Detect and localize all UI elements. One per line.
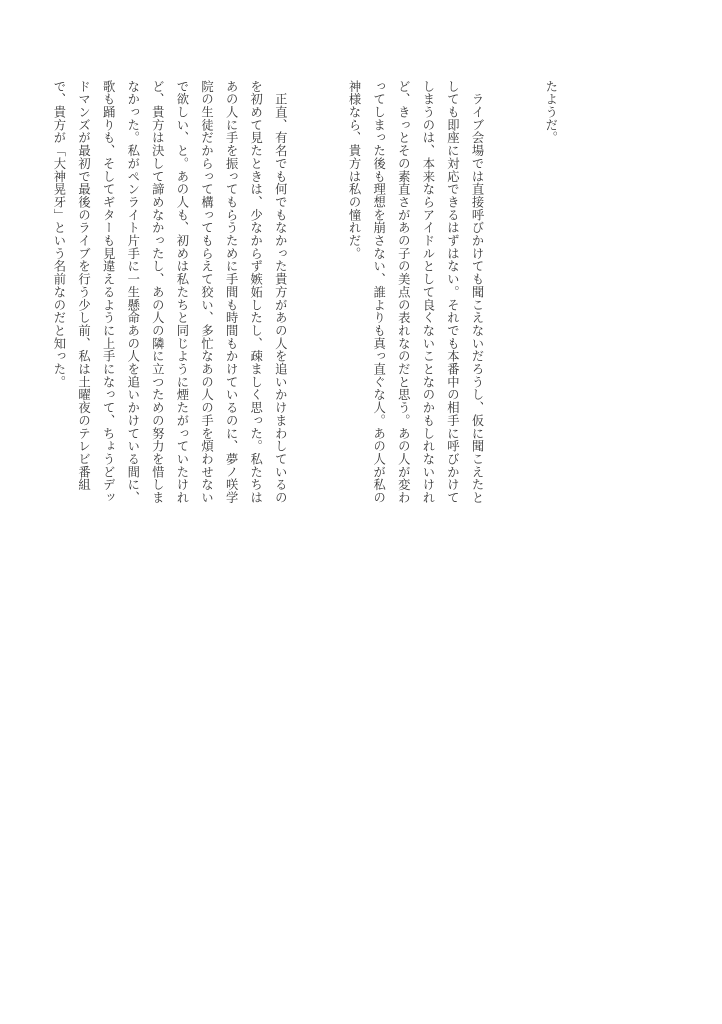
paragraph-2: ライブ会場では直接呼びかけても聞こえないだろうし、仮に聞こえたとしても即座に対応できるはずはない。それでも本番中の相手に呼びかけてしまうのは、本来ならアイドルとして良くないことなのかもしれないけれど、きっとその素直さがあの子の美点の表れなのだと思う。あの人が変わってしまった後も理想を崩さない、誰よりも真っ直ぐな人。あの人が私の神様なら、貴方は私の憧れだ。	[347, 80, 485, 505]
paragraph-3: 正直、有名でも何でもなかった貴方があの人を追いかけまわしているのを初めて見たときは、少なからず嫉妬したし、疎ましく思った。私たちはあの人に手を振ってもらうために手間も時間もかけているのに、夢ノ咲学院の生徒だからって構ってもらえて狡い、多忙なあの人の手を煩わせないで欲しい、と。あの人も、初めは私たちと同じように煙たがっていたけれど、貴方は決して諦めなかったし、あの人の隣に立つための努力を惜しまなかった。私がペンライト片手に一生懸命あの人を追いかけている間に、歌も踊りも、そしてギターも見違えるように上手になって、ちょうどデッドマンズが最初で最後のライブを行う少し前、私は土曜夜のテレビ番組で、貴方が「大神晃牙」という名前なのだと知った。	[51, 80, 288, 505]
vertical-text-body	[0, 80, 612, 510]
paragraph-1: たようだ。	[543, 80, 558, 145]
